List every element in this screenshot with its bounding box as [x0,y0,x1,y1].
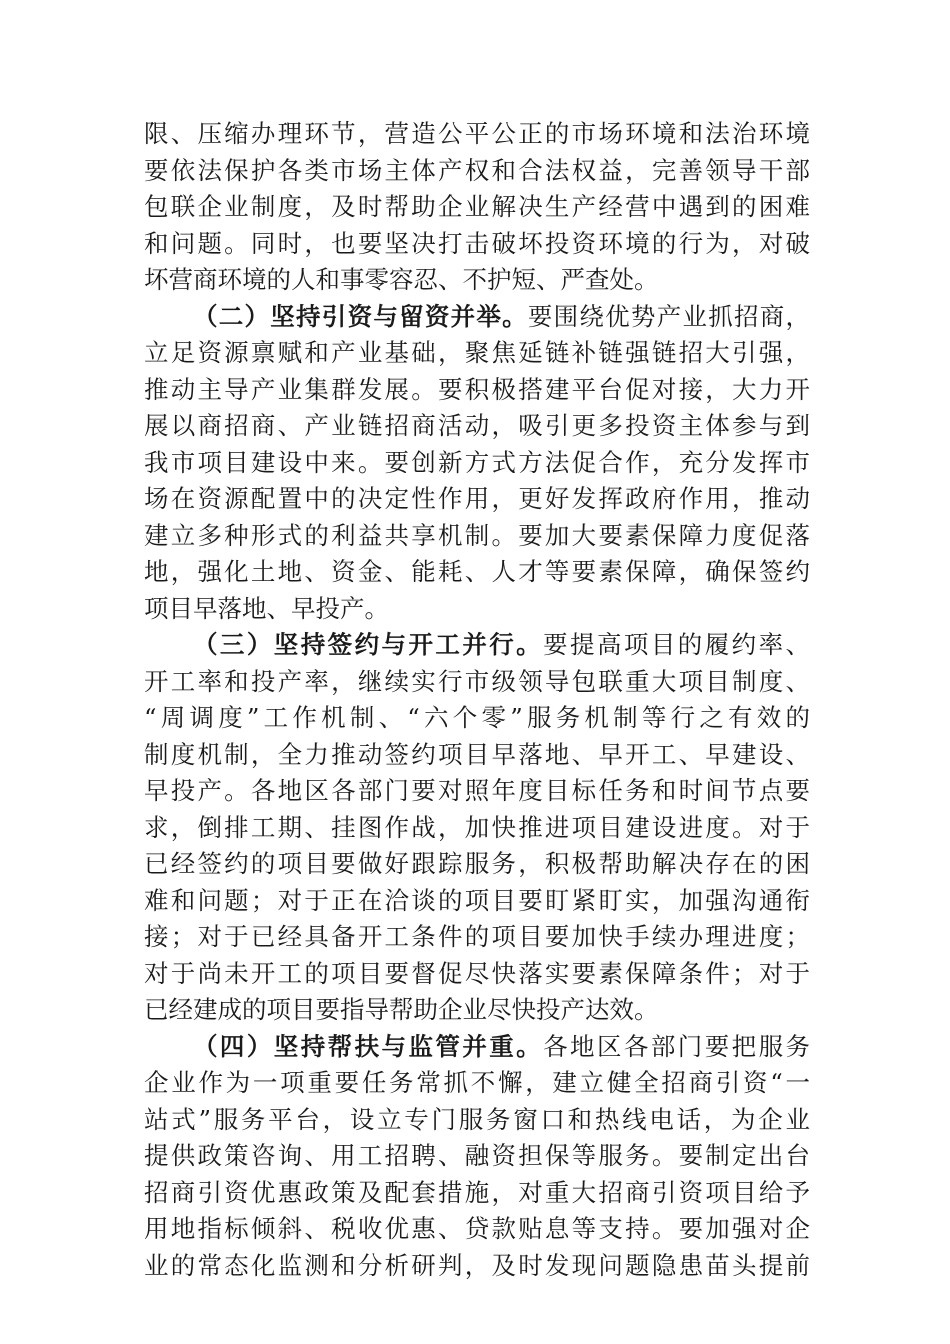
text-line [144,372,810,409]
section-heading-line [144,1029,810,1066]
text-line [144,408,810,445]
line-text: 展以商招商、产业链招商活动，吸引更多投资主体参与到 [144,411,810,440]
line-text: 开工率和投产率，继续实行市级领导包联重大项目制度、 [144,666,810,696]
line-text: 要依法保护各类市场主体产权和合法权益，完善领导干部 [144,155,810,185]
line-text: 各地区各部门要把服务 [543,1031,811,1061]
line-text: 立足资源禀赋和产业基础，聚焦延链补链强链招大引强， [144,338,810,367]
line-text: 限、压缩办理环节，营造公平公正的市场环境和法治环境 [144,119,810,148]
text-line [144,1175,810,1212]
line-text: 早投产。各地区各部门要对照年度目标任务和时间节点要 [144,776,810,805]
text-line [144,445,810,482]
section-heading: （四）坚持帮扶与监管并重。 [193,1031,544,1061]
text-line [144,481,810,518]
text-line [144,335,810,372]
line-text: 制度机制，全力推动签约项目早落地、早开工、早建设、 [144,739,810,769]
text-line [144,1211,810,1248]
text-line [144,1138,810,1175]
line-text: 包联企业制度，及时帮助企业解决生产经营中遇到的困难 [144,192,810,221]
line-text: 地，强化土地、资金、能耗、人才等要素保障，确保签约 [144,557,810,586]
text-line [144,992,810,1029]
text-line [144,664,810,701]
line-text: 推动主导产业集群发展。要积极搭建平台促对接，大力开 [144,374,810,404]
line-text: 已经建成的项目要指导帮助企业尽快投产达效。 [144,995,659,1024]
text-line [144,773,810,810]
line-text: 和问题。同时，也要坚决打击破坏投资环境的行为，对破 [144,228,810,258]
line-text: 项目早落地、早投产。 [144,593,389,623]
text-line [144,846,810,883]
line-text: 坏营商环境的人和事零容忍、不护短、严查处。 [144,265,659,294]
line-text: 对于尚未开工的项目要督促尽快落实要素保障条件；对于 [144,958,810,988]
line-text: 站式”服务平台，设立专门服务窗口和热线电话，为企业 [144,1104,810,1134]
section-heading: （三）坚持签约与开工并行。 [193,630,544,659]
text-line [144,700,810,737]
line-text: 提供政策咨询、用工招聘、融资担保等服务。要制定出台 [144,1141,810,1170]
text-line [144,737,810,774]
line-text: 企业作为一项重要任务常抓不懈，建立健全招商引资“一 [144,1068,810,1097]
text-line [144,518,810,555]
line-text: 要提高项目的履约率、 [543,630,811,659]
text-line [144,1065,810,1102]
text-line [144,1102,810,1139]
text-line [144,554,810,591]
line-text: 业的常态化监测和分析研判，及时发现问题隐患苗头提前 [144,1250,810,1280]
line-text: 我市项目建设中来。要创新方式方法促合作，充分发挥市 [144,447,810,477]
line-text: 要围绕优势产业抓招商， [527,301,810,331]
text-line [144,956,810,993]
line-text: 求，倒排工期、挂图作战，加快推进项目建设进度。对于 [144,812,810,842]
text-line [144,810,810,847]
section-heading-line [144,299,810,336]
body-text [144,116,810,1284]
line-text: “周调度”工作机制、“六个零”服务机制等行之有效的 [144,703,810,732]
section-heading: （二）坚持引资与留资并举。 [193,301,528,331]
section-heading-line [144,627,810,664]
text-line [144,116,810,153]
text-line [144,153,810,190]
line-text: 场在资源配置中的决定性作用，更好发挥政府作用，推动 [144,484,810,513]
line-text: 建立多种形式的利益共享机制。要加大要素保障力度促落 [144,520,810,550]
text-line [144,262,810,299]
text-line [144,919,810,956]
text-line [144,189,810,226]
text-line [144,226,810,263]
line-text: 用地指标倾斜、税收优惠、贷款贴息等支持。要加强对企 [144,1214,810,1243]
line-text: 招商引资优惠政策及配套措施，对重大招商引资项目给予 [144,1177,810,1207]
line-text: 接；对于已经具备开工条件的项目要加快手续办理进度； [144,922,810,951]
line-text: 难和问题；对于正在洽谈的项目要盯紧盯实，加强沟通衔 [144,885,810,915]
text-line [144,1248,810,1285]
line-text: 已经签约的项目要做好跟踪服务，积极帮助解决存在的困 [144,849,810,878]
text-line [144,591,810,628]
text-line [144,883,810,920]
